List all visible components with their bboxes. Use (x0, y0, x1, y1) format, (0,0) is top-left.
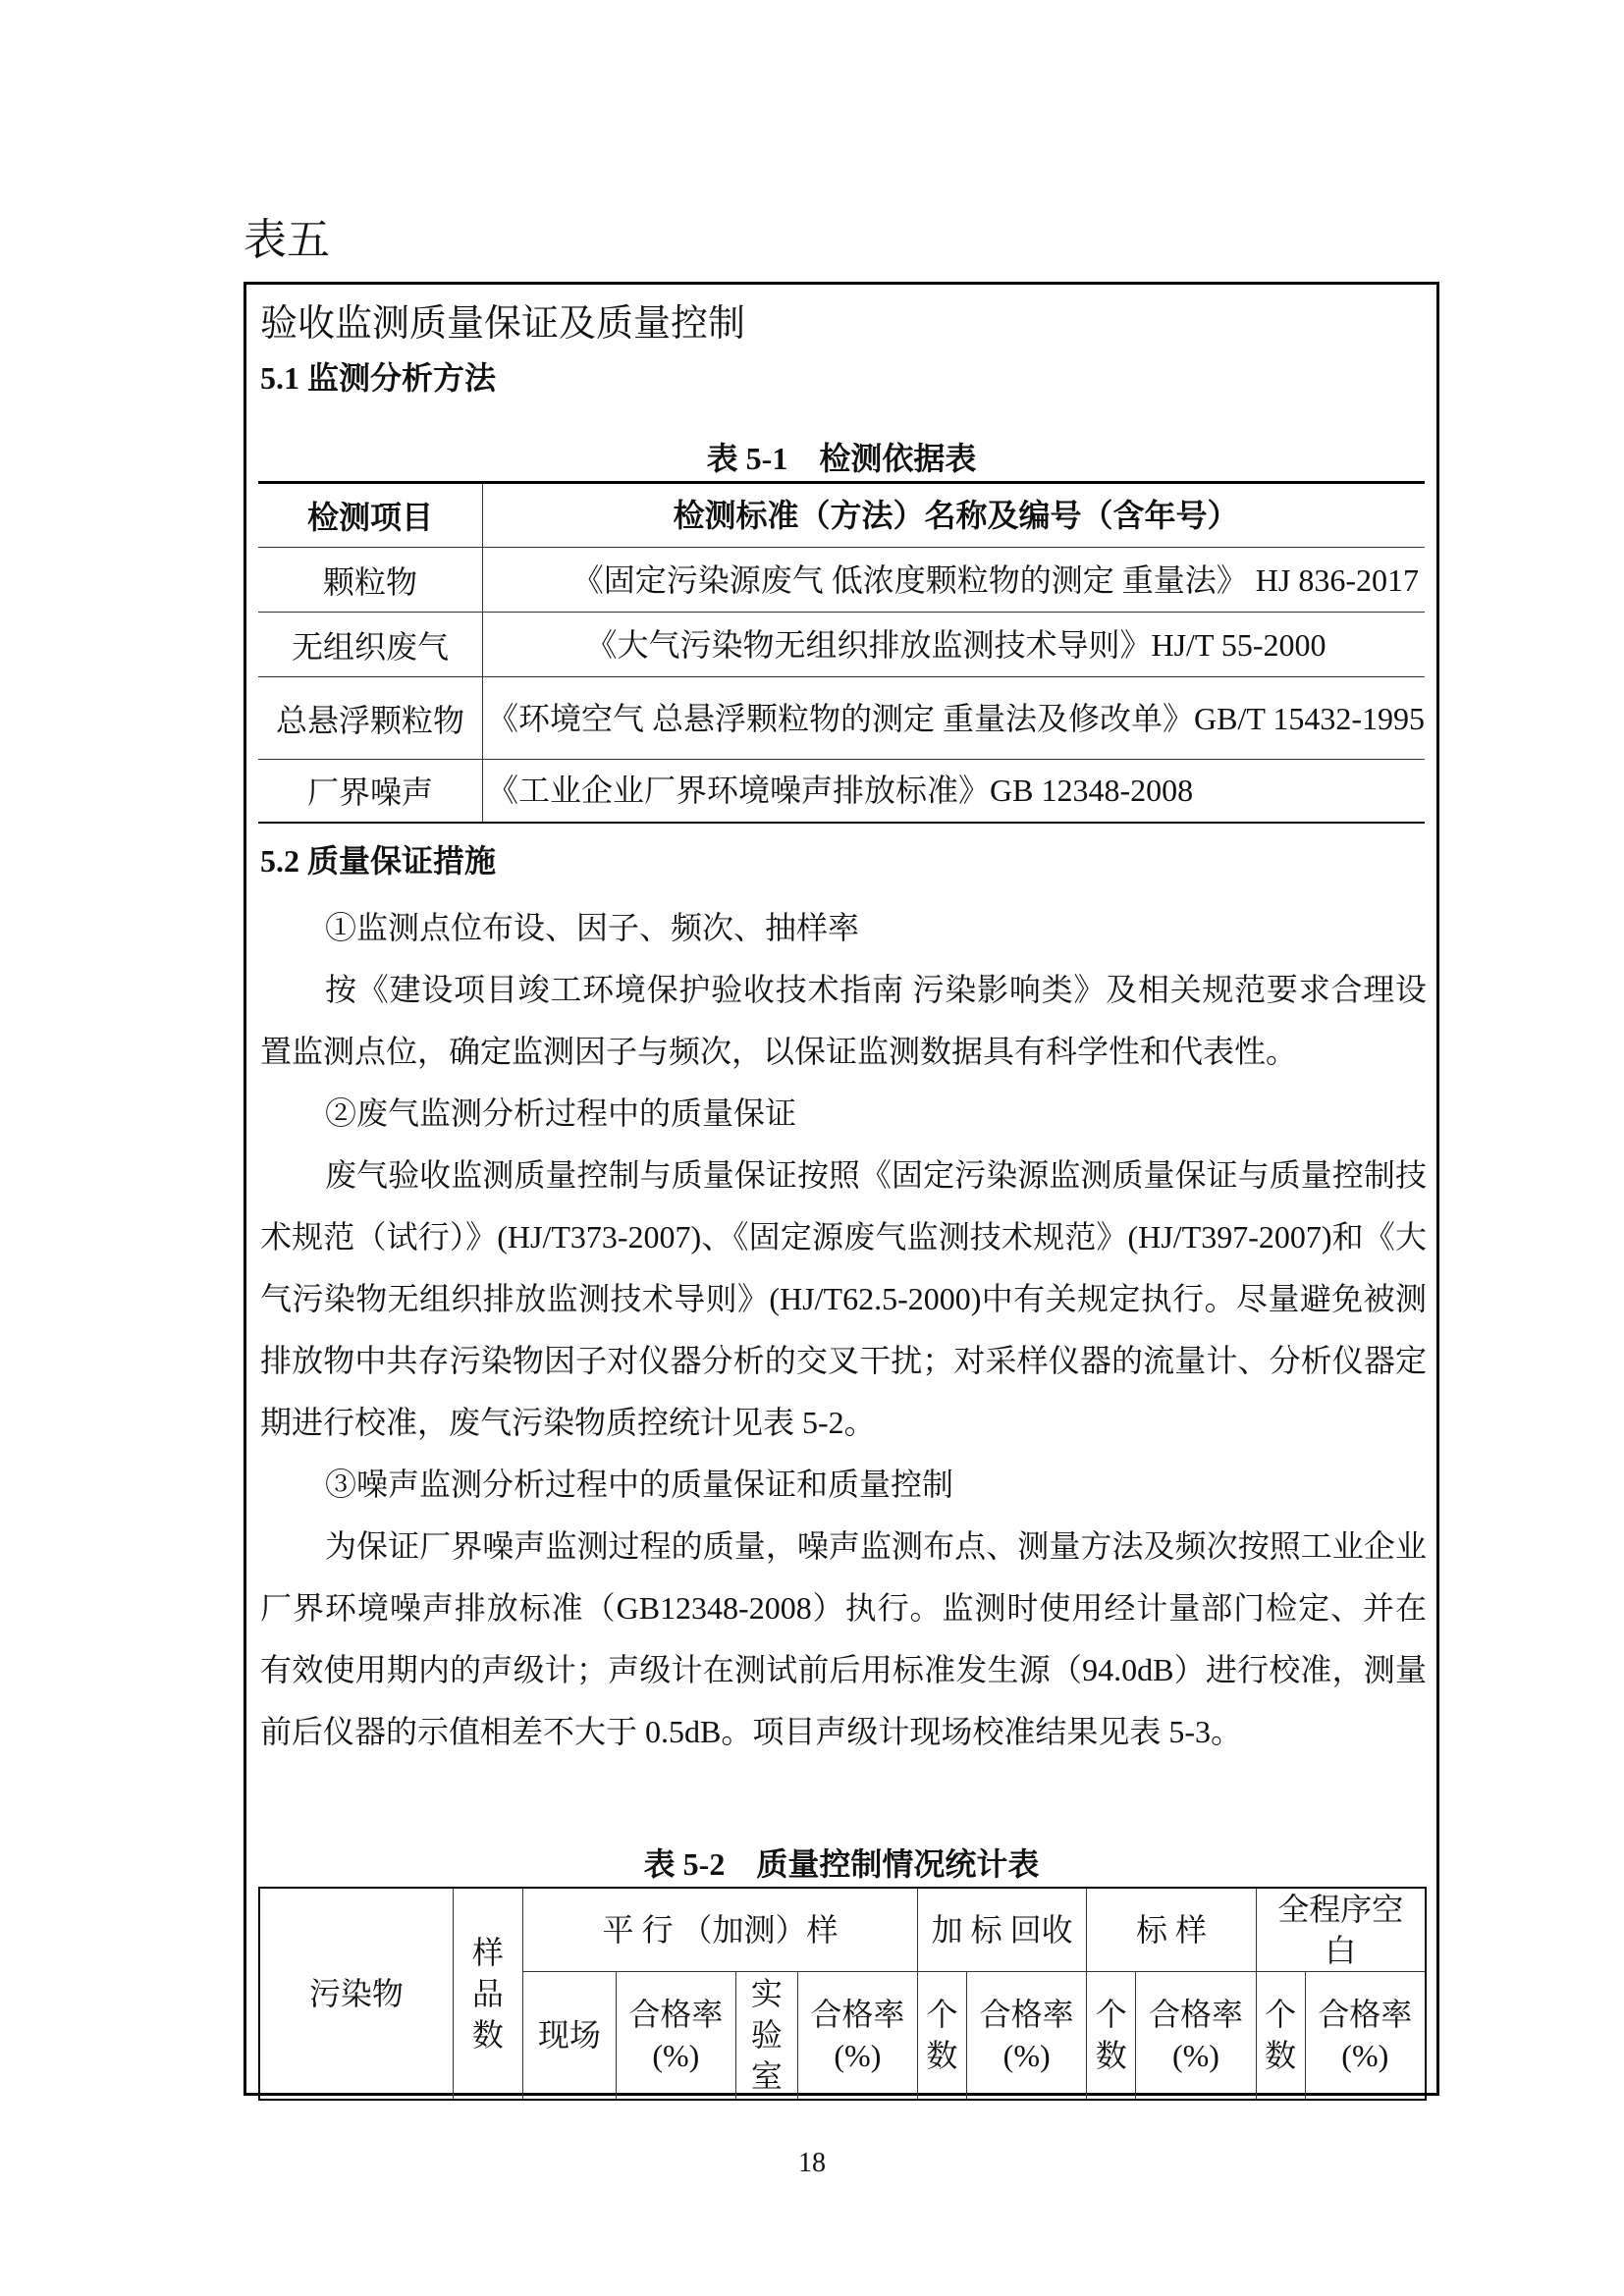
cell-standard: 《环境空气 总悬浮颗粒物的测定 重量法及修改单》GB/T 15432-1995 (483, 677, 1426, 760)
page-heading: 表五 (244, 216, 330, 264)
paragraph: 废气验收监测质量控制与质量保证按照《固定污染源监测质量保证与质量控制技术规范（试行）》(HJ/T373-2007)、《固定源废气监测技术规范》(HJ/T397-2007)和《大气污染物无组织排放监测技术导则》(HJ/T62.5-2000)中有关规定执行。尽量避免被测排放物中共存污染物因子对仪器分析的交叉干扰；对采样仪器的流量计、分析仪器定期进行校准，废气污染物质控统计见表 5-2。 (260, 1157, 1427, 1440)
cell-item: 总悬浮颗粒物 (258, 677, 483, 760)
quality-assurance-text (260, 897, 1427, 1763)
subheader-pass-rate: 合格率(%) (1305, 1972, 1426, 2100)
header-parallel: 平 行 （加测）样 (523, 1888, 918, 1972)
subheader-count: 个数 (1087, 1972, 1136, 2100)
page-number: 18 (798, 2148, 826, 2178)
paragraph: 按《建设项目竣工环境保护验收技术指南 污染影响类》及相关规范要求合理设置监测点位，确定监测因子与频次，以保证监测数据具有科学性和代表性。 (260, 972, 1427, 1069)
column-header: 检测项目 (258, 483, 483, 548)
table-5-2-caption: 表 5-2 质量控制情况统计表 (643, 1846, 1040, 1882)
table-5-2 (258, 1887, 1427, 2101)
table-row (258, 760, 1425, 823)
cell-standard: 《工业企业厂界环境噪声排放标准》GB 12348-2008 (483, 760, 1426, 823)
cell-standard: 《固定污染源废气 低浓度颗粒物的测定 重量法》 HJ 836-2017 (483, 548, 1426, 613)
table-row (258, 677, 1425, 760)
cell-standard: 《大气污染物无组织排放监测技术导则》HJ/T 55-2000 (483, 613, 1426, 677)
subheader-pass-rate: 合格率(%) (1136, 1972, 1256, 2100)
paragraph: ②废气监测分析过程中的质量保证 (325, 1095, 797, 1131)
table-5-1-caption: 表 5-1 检测依据表 (706, 441, 977, 476)
paragraph: ③噪声监测分析过程中的质量保证和质量控制 (325, 1467, 954, 1502)
frame-title: 验收监测质量保证及质量控制 (260, 303, 746, 345)
header-spike: 加 标 回收 (918, 1888, 1087, 1972)
subheader-count: 个数 (1256, 1972, 1305, 2100)
table-row (258, 548, 1425, 613)
subheader-lab: 实验室 (735, 1972, 797, 2100)
subheader-count: 个数 (918, 1972, 967, 2100)
table-5-1 (258, 481, 1425, 824)
cell-item: 厂界噪声 (258, 760, 483, 823)
table-header-row (259, 1888, 1426, 1972)
cell-item: 无组织废气 (258, 613, 483, 677)
section-heading-5-1: 5.1 监测分析方法 (260, 360, 497, 396)
header-sample-count: 样品数 (453, 1888, 522, 2100)
header-pollutant: 污染物 (259, 1888, 453, 2100)
header-blank: 全程序空白 (1256, 1888, 1426, 1972)
cell-item: 颗粒物 (258, 548, 483, 613)
section-heading-5-2: 5.2 质量保证措施 (260, 843, 497, 879)
column-header: 检测标准（方法）名称及编号（含年号） (483, 483, 1426, 548)
subheader-pass-rate: 合格率(%) (797, 1972, 917, 2100)
table-row (258, 613, 1425, 677)
subheader-site: 现场 (523, 1972, 617, 2100)
content-frame (244, 282, 1439, 2096)
paragraph: ①监测点位布设、因子、频次、抽样率 (325, 910, 860, 945)
subheader-pass-rate: 合格率(%) (616, 1972, 735, 2100)
paragraph: 为保证厂界噪声监测过程的质量，噪声监测布点、测量方法及频次按照工业企业厂界环境噪声排放标准（GB12348-2008）执行。监测时使用经计量部门检定、并在有效使用期内的声级计；声级计在测试前后用标准发生源（94.0dB）进行校准，测量前后仪器的示值相差不大于 0.5dB。项目声级计现场校准结果见表 5-3。 (260, 1528, 1427, 1749)
subheader-pass-rate: 合格率(%) (967, 1972, 1087, 2100)
header-standard-sample: 标 样 (1087, 1888, 1256, 1972)
